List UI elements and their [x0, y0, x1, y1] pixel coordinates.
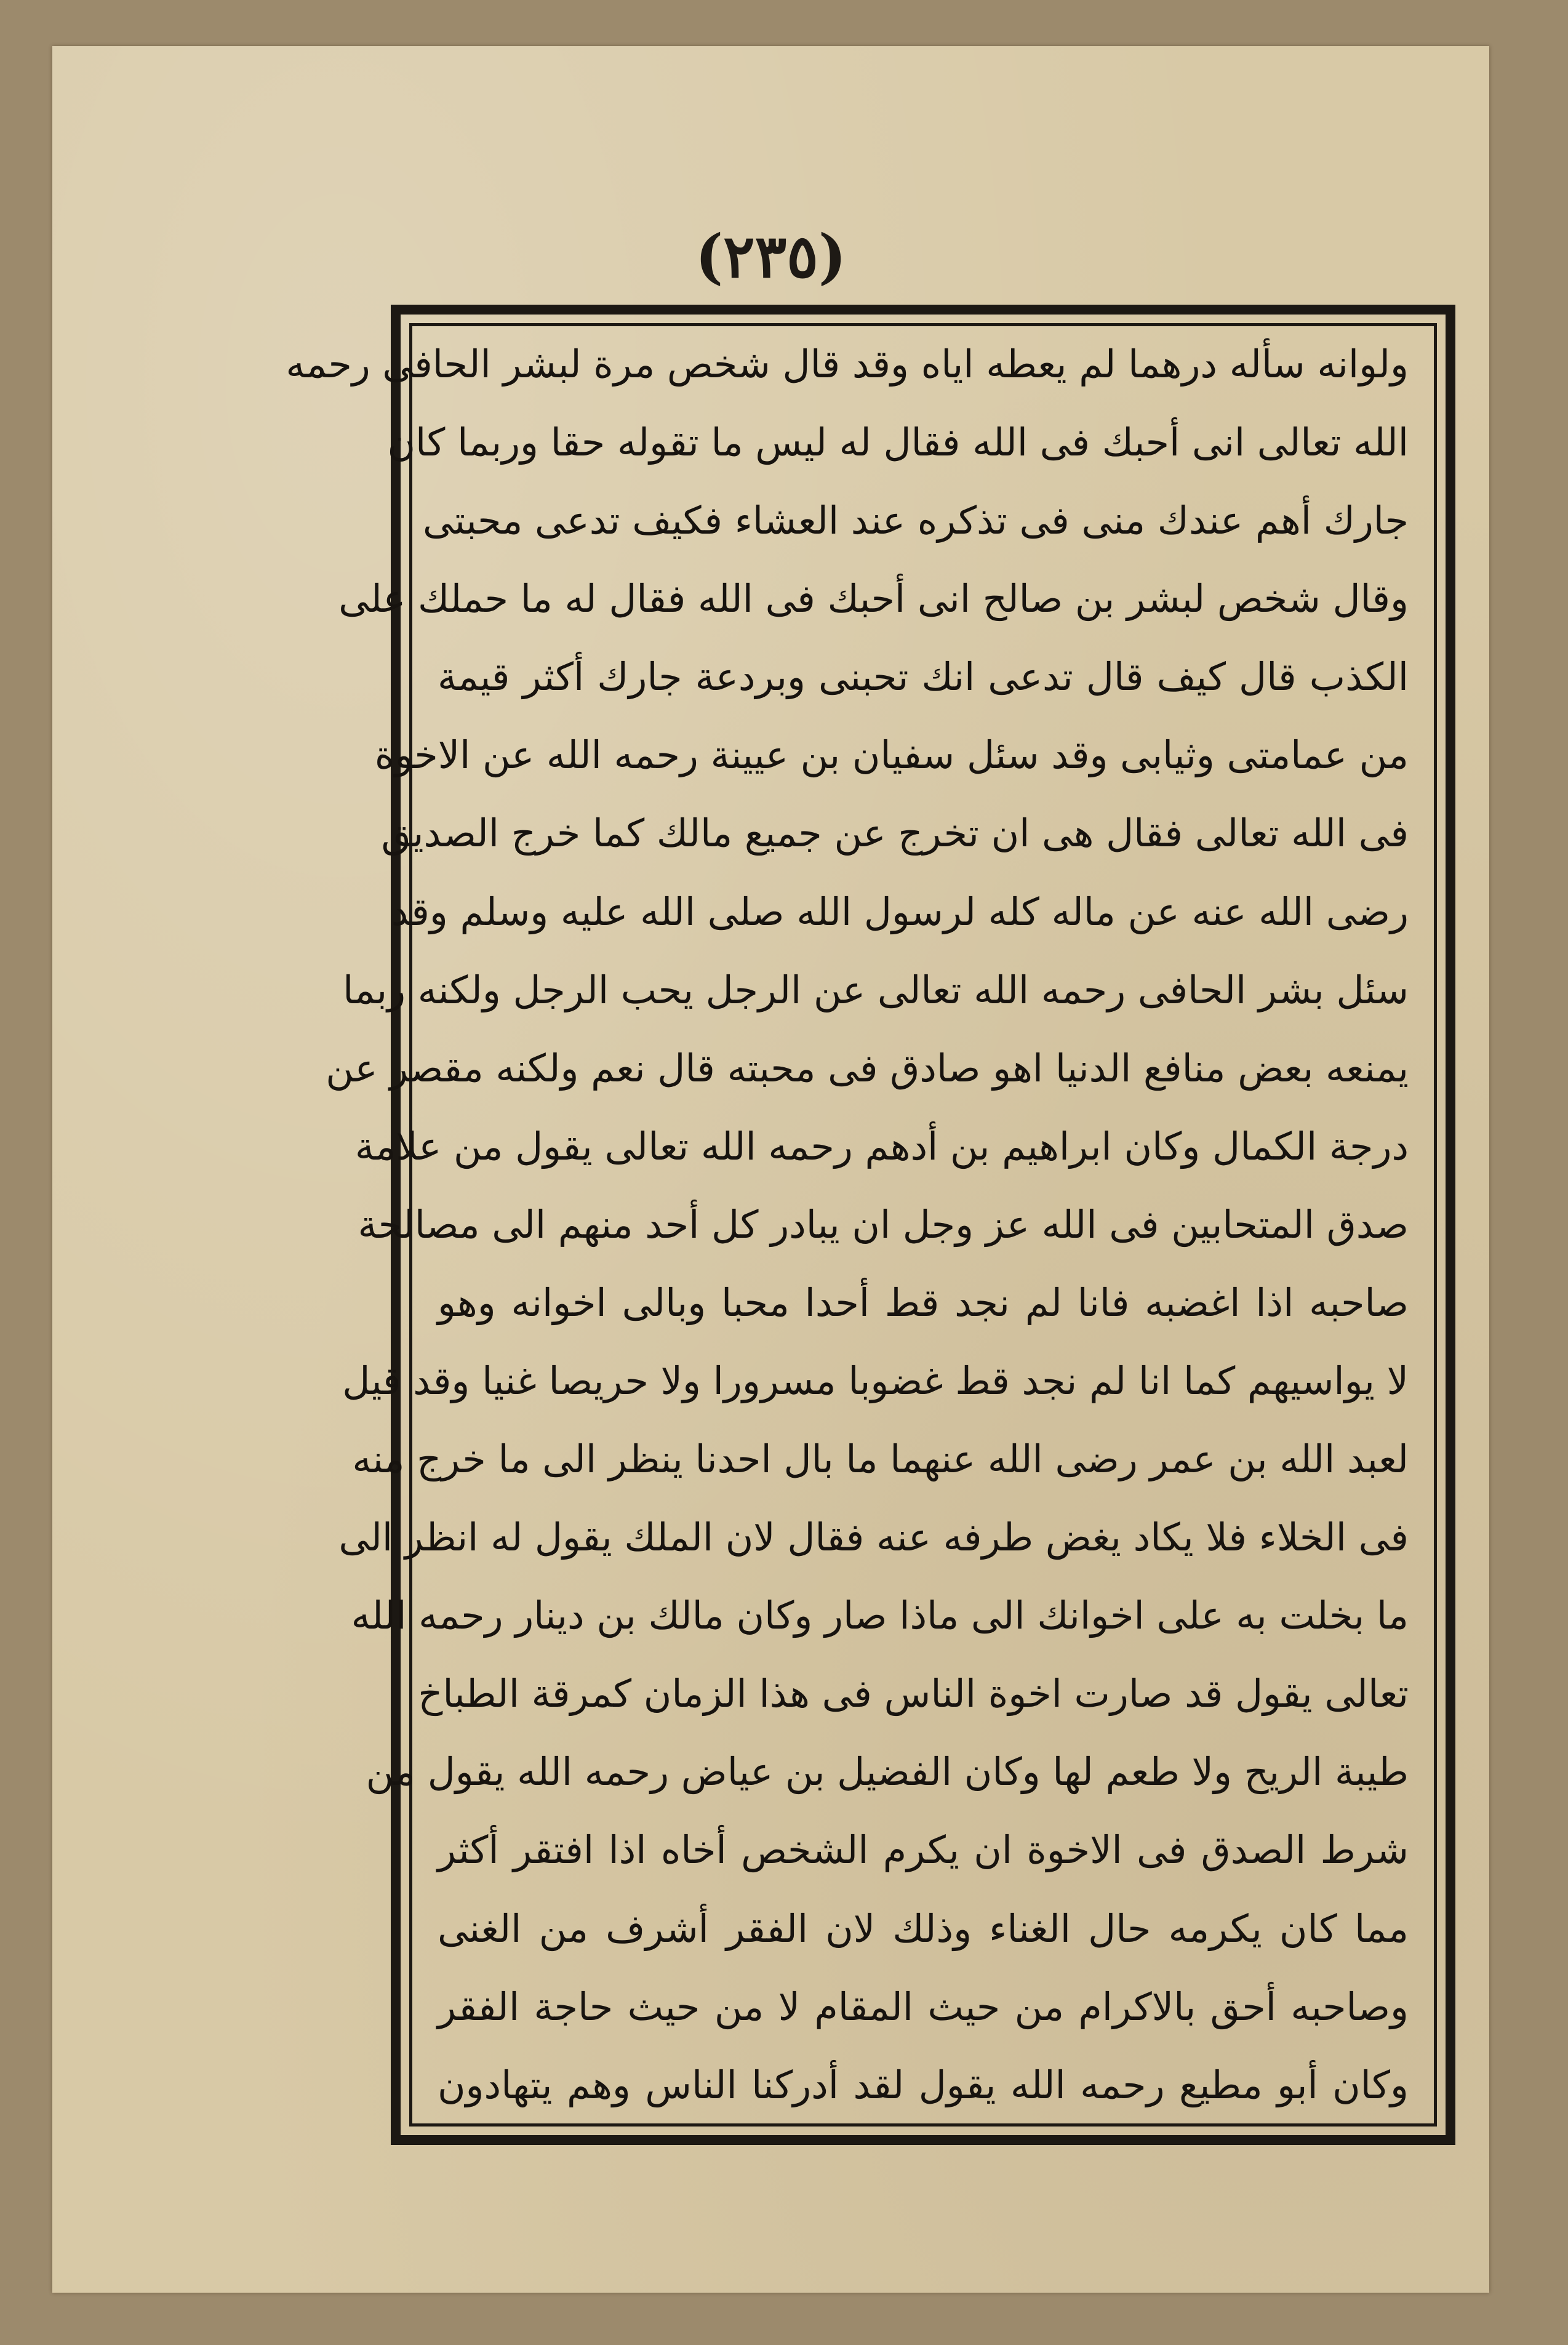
- text-line: شرط الصدق فى الاخوة ان يكرم الشخص أخاه اذا افتقر أكثر: [438, 1827, 1409, 1873]
- text-line: رضى الله عنه عن ماله كله لرسول الله صلى الله عليه وسلم وقد: [391, 889, 1409, 934]
- page-number: (٢٣٥): [695, 222, 847, 291]
- text-line: ما بخلت به على اخوانك الى ماذا صار وكان مالك بن دينار رحمه الله: [351, 1593, 1409, 1638]
- text-line: تعالى يقول قد صارت اخوة الناس فى هذا الزمان كمرقة الطباخ: [418, 1671, 1409, 1717]
- text-line: صدق المتحابين فى الله عز وجل ان يبادر كل أحد منهم الى مصالحة: [358, 1201, 1409, 1247]
- text-line: درجة الكمال وكان ابراهيم بن أدهم رحمه الله تعالى يقول من علامة: [354, 1123, 1409, 1169]
- text-line: الكذب قال كيف قال تدعى انك تحبنى وبردعة جارك أكثر قيمة: [438, 654, 1409, 700]
- text-frame: [286, 305, 1455, 2145]
- text-line: لا يواسيهم كما انا لم نجد قط غضوبا مسرورا ولا حريصا غنيا وقد قيل: [342, 1358, 1409, 1404]
- text-line: وصاحبه أحق بالاكرام من حيث المقام لا من حيث حاجة الفقر: [438, 1984, 1409, 2029]
- text-line: وقال شخص لبشر بن صالح انى أحبك فى الله فقال له ما حملك على: [338, 576, 1409, 622]
- text-line: مما كان يكرمه حال الغناء وذلك لان الفقر أشرف من الغنى: [438, 1906, 1409, 1951]
- text-line: فى الخلاء فلا يكاد يغض طرفه عنه فقال لان الملك يقول له انظر الى: [338, 1515, 1409, 1560]
- text-line: صاحبه اذا اغضبه فانا لم نجد قط أحدا محبا وبالى اخوانه وهو: [438, 1280, 1409, 1325]
- text-line: طيبة الريح ولا طعم لها وكان الفضيل بن عياض رحمه الله يقول من: [366, 1749, 1409, 1795]
- text-line: سئل بشر الحافى رحمه الله تعالى عن الرجل يحب الرجل ولكنه ربما: [343, 967, 1409, 1012]
- text-line: يمنعه بعض منافع الدنيا اهو صادق فى محبته قال نعم ولكنه مقصر عن: [326, 1045, 1409, 1091]
- text-line: وكان أبو مطيع رحمه الله يقول لقد أدركنا الناس وهم يتهادون: [438, 2062, 1409, 2107]
- book-page: [52, 46, 1489, 2293]
- text-line: الله تعالى انى أحبك فى الله فقال له ليس ما تقوله حقا وربما كان: [387, 420, 1409, 465]
- text-line: لعبد الله بن عمر رضى الله عنهما ما بال احدنا ينظر الى ما خرج منه: [352, 1437, 1409, 1482]
- text-line: جارك أهم عندك منى فى تذكره عند العشاء فكيف تدعى محبتى: [423, 498, 1409, 543]
- text-line: فى الله تعالى فقال هى ان تخرج عن جميع مالك كما خرج الصديق: [381, 811, 1409, 856]
- text-line: ولوانه سأله درهما لم يعطه اياه وقد قال شخص مرة لبشر الحافى رحمه: [286, 342, 1409, 387]
- text-body: [286, 342, 1409, 2107]
- text-line: من عمامتى وثيابى وقد سئل سفيان بن عيينة رحمه الله عن الاخوة: [374, 732, 1409, 778]
